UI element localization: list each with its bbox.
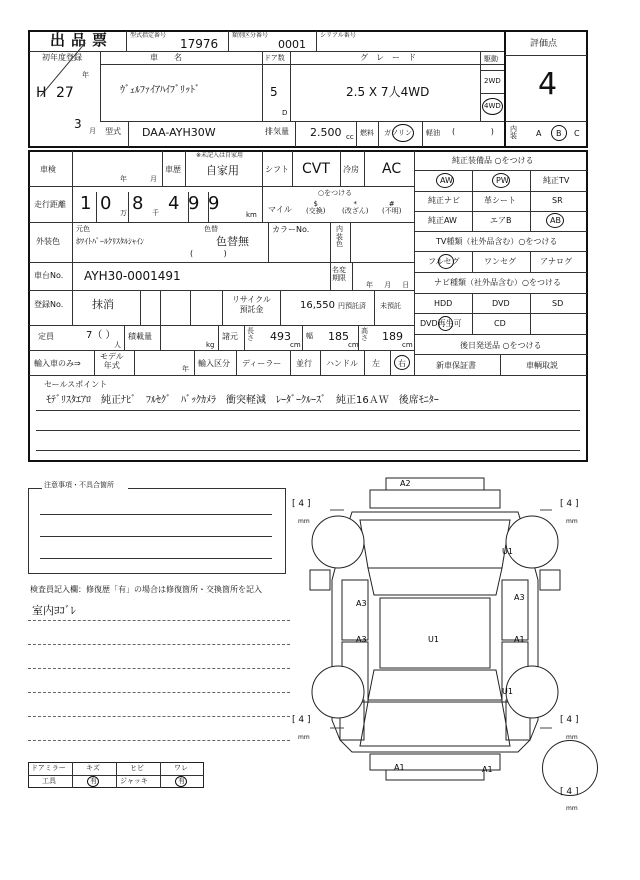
name-change-date: 年 月 日 xyxy=(366,281,410,289)
mileage-label: 走行距離 xyxy=(34,200,66,209)
inspection-month-unit: 月 xyxy=(150,175,157,183)
recycle-value: 16,550 xyxy=(300,300,335,311)
interior-b: B xyxy=(556,129,562,138)
docs-label: 後日発送品 ○をつける xyxy=(460,341,542,350)
broken-label: ワレ xyxy=(174,764,188,772)
int-color-label: 内 装 色 xyxy=(336,225,343,249)
eq-airbag: エアB xyxy=(490,216,512,225)
eq-aw2: 純正AW xyxy=(428,216,457,225)
dims-label: 諸元 xyxy=(222,332,238,341)
handle-left: 左 xyxy=(372,359,380,368)
navi-dvd: DVD xyxy=(492,299,510,308)
tread-unit: mm xyxy=(566,518,578,525)
tread-unit: mm xyxy=(298,518,310,525)
month-unit: 月 xyxy=(89,127,96,135)
width-label: 幅 xyxy=(306,332,313,340)
grade-label: グ レ ー ド xyxy=(360,53,416,62)
mileage-digit: 8 xyxy=(132,193,144,214)
person-unit: 人 xyxy=(114,341,121,349)
wheel-rear-right xyxy=(506,666,558,718)
serial-label: シリアル番号 xyxy=(320,32,356,39)
front-bumper xyxy=(370,490,500,508)
height-value: 189 xyxy=(382,330,403,343)
notes-box xyxy=(28,488,286,574)
handle-right-circle xyxy=(394,355,410,370)
eq-pw: PW xyxy=(496,176,509,185)
tread-front-right: [ 4 ] xyxy=(560,499,579,509)
fuel-gas: ガソリン xyxy=(384,129,412,137)
mileage-digit: 9 xyxy=(208,193,220,214)
wheel-front-right xyxy=(506,516,558,568)
registration-label: 登録No. xyxy=(34,300,64,309)
km-unit: km xyxy=(246,211,257,219)
color-code-label: カラーNo. xyxy=(272,225,310,234)
length-value: 493 xyxy=(270,330,291,343)
sheet-title: 出品票 xyxy=(50,31,114,49)
eq-pw-circle xyxy=(492,173,510,188)
year-unit: 年 xyxy=(82,71,89,79)
tread-unit: mm xyxy=(566,734,578,741)
type-no: 17976 xyxy=(180,37,219,51)
tread-unit: mm xyxy=(566,805,578,812)
mileage-sen-unit: 千 xyxy=(152,209,159,217)
handle-right: 右 xyxy=(398,359,406,368)
tools-has: 有 xyxy=(90,777,97,785)
parallel-label: 並行 xyxy=(296,359,312,368)
tread-unit: mm xyxy=(298,734,310,741)
name-change-label: 名変 期限 xyxy=(332,266,346,282)
tread-rear-right: [ 4 ] xyxy=(560,715,579,725)
mileage-digit: 1 xyxy=(80,193,92,214)
first-reg-label: 初年度登録 xyxy=(42,53,82,62)
doc-warranty: 新車保証書 xyxy=(436,361,476,370)
navi-dvd-play-circle xyxy=(438,316,453,331)
navi-sd: SD xyxy=(552,299,564,308)
equipment-label: 純正装備品 ○をつける xyxy=(452,156,534,165)
eq-tv: 純正TV xyxy=(543,176,570,185)
mileage-digits xyxy=(76,192,236,218)
code-u1-right: U1 xyxy=(502,547,513,556)
load-label: 積載量 xyxy=(128,332,152,341)
model-year-label: モデル 年式 xyxy=(100,352,124,370)
tread-value: 4 xyxy=(298,499,305,509)
code-u1-center: U1 xyxy=(428,635,439,644)
shift-label: シフト xyxy=(265,165,289,174)
model-value: DAA-AYH30W xyxy=(142,126,216,139)
type-no-label: 型式指定番号 xyxy=(130,32,167,39)
length-cm: cm xyxy=(290,341,301,349)
sales-points-text: ﾓﾃﾞﾘｽﾀｴｱﾛ 純正ﾅﾋﾞ ﾌﾙｾｸﾞ ﾊﾞｯｸｶﾒﾗ 衝突軽減 ﾚｰﾀﾞｰｸﾙｰｽﾞ 純正16ＡＷ 後席ﾓﾆﾀｰ xyxy=(46,395,439,406)
drive-4wd: 4WD xyxy=(484,102,501,110)
code-u1-right-front: U1 xyxy=(502,687,513,696)
doors-value: 5 xyxy=(270,85,278,99)
tools-label: 工具 xyxy=(42,777,56,785)
capacity-value-wrap: 7（ ） xyxy=(86,330,116,341)
width-cm: cm xyxy=(348,341,359,349)
scratch-label: キズ xyxy=(86,764,100,772)
chassis-value: AYH30-0001491 xyxy=(84,269,181,283)
width-value: 185 xyxy=(328,330,349,343)
tread-front-left: [ 4 ] xyxy=(292,499,311,509)
jack-has: 有 xyxy=(178,777,185,785)
ac-label: 冷房 xyxy=(343,165,359,174)
import-class-label: 輸入区分 xyxy=(198,359,230,368)
inspection-year-unit: 年 xyxy=(120,175,127,183)
reg-month: 3 xyxy=(74,117,82,131)
code-a1-bottom-right: A1 xyxy=(482,765,493,774)
tread-rear-left: [ 4 ] xyxy=(292,715,311,725)
code-a1-right-front: A1 xyxy=(514,635,525,644)
orig-color-label: 元色 xyxy=(76,225,90,233)
name-change-year: 年 xyxy=(366,281,373,289)
drive-label: 駆動 xyxy=(484,55,498,63)
doc-manual: 車輌取説 xyxy=(526,361,558,370)
code-a3-left-rear: A3 xyxy=(356,599,367,608)
tread-value: 4 xyxy=(566,499,573,509)
color-bracket: ( ) xyxy=(190,249,227,258)
eq-aw-circle xyxy=(436,173,454,188)
inspection-label: 車検 xyxy=(40,165,56,174)
handle-label: ハンドル xyxy=(326,359,358,368)
recycle-unpaid: 未預託 xyxy=(380,302,401,310)
name-change-month: 月 xyxy=(384,281,392,289)
color-label: 外装色 xyxy=(36,237,60,246)
door-suffix: D xyxy=(282,109,288,117)
drive-2wd: 2WD xyxy=(484,77,501,85)
usage-value: 自家用 xyxy=(206,164,239,177)
tread-spare: [ 4 ] xyxy=(560,787,579,797)
navi-dvd-play: DVD再生可 xyxy=(420,319,462,328)
score-value: 4 xyxy=(538,67,558,102)
interior-b-circle xyxy=(551,125,567,141)
wheel-front-left xyxy=(312,516,364,568)
capacity-value: 7 xyxy=(86,330,93,341)
mileage-digit: 9 xyxy=(188,193,200,214)
roof xyxy=(380,598,490,668)
recycle-paid: 円預託済 xyxy=(338,302,366,310)
import-only-label: 輸入車のみ⇒ xyxy=(34,359,81,368)
mileage-digit: 0 xyxy=(100,193,112,214)
dealer-label: ディーラー xyxy=(242,359,282,368)
spare-wheel xyxy=(542,740,598,796)
tv-oneseg: ワンセグ xyxy=(484,257,516,266)
color-value: ﾎﾜｲﾄﾊﾟｰﾙｸﾘｽﾀﾙｼｬｲﾝ xyxy=(76,237,144,246)
door-mirror-label: ドアミラー xyxy=(31,764,66,772)
navi-cd: CD xyxy=(494,319,506,328)
height-label: 高さ xyxy=(361,327,368,342)
eq-ab-circle xyxy=(546,213,564,228)
mile-label: マイル xyxy=(268,205,292,214)
mileage-man-unit: 万 xyxy=(120,209,127,217)
registration-value: 抹消 xyxy=(92,298,114,311)
eq-aw: AW xyxy=(440,176,453,185)
tools-has-circle xyxy=(87,776,99,787)
jack-has-circle xyxy=(175,776,187,787)
chassis-label: 車台No. xyxy=(34,271,64,280)
tread-value: 4 xyxy=(298,715,305,725)
displacement-value: 2.500 xyxy=(310,126,342,139)
reg-year: 27 xyxy=(56,85,74,101)
load-kg-unit: kg xyxy=(206,341,215,349)
eq-leather: 革シート xyxy=(484,196,516,205)
tv-type-label: TV種類（社外品含む）○をつける xyxy=(436,237,558,246)
jack-label: ジャッキ xyxy=(120,777,148,785)
cc-unit: cc xyxy=(346,133,354,141)
crack-label: ヒビ xyxy=(130,764,144,772)
mileage-digit: 4 xyxy=(168,193,180,214)
fuel-diesel: 軽油 xyxy=(426,129,440,137)
interior-label: 内装 xyxy=(510,125,517,140)
fuel-other-bracket: ( ) xyxy=(452,127,494,136)
score-label: 評価点 xyxy=(530,39,558,49)
interior-a: A xyxy=(536,129,542,138)
color-changed-value: 色替無 xyxy=(216,235,249,248)
code-a3-right-rear: A3 xyxy=(514,593,525,602)
shift-value: CVT xyxy=(302,161,330,177)
navi-hdd: HDD xyxy=(434,299,453,308)
recycle-label: リサイクル 預託金 xyxy=(232,295,271,314)
navi-type-label: ナビ種類（社外品含む）○をつける xyxy=(434,278,561,287)
interior-c: C xyxy=(574,129,580,138)
reg-era: H xyxy=(36,85,47,101)
notes-label: 注意事項・不具合箇所 xyxy=(44,481,114,489)
mile-tampered: * (改ざん) xyxy=(342,200,369,215)
mile-circle-note: ○をつける xyxy=(318,189,353,197)
fuel-label: 燃料 xyxy=(360,129,374,137)
grade-value: 2.5 X 7人4WD xyxy=(346,85,430,99)
inspector-label: 検査員記入欄：修復歴「有」の場合は修復箇所・交換箇所を記入 xyxy=(30,585,262,594)
tv-fullseg: フルセグ xyxy=(428,257,460,266)
height-cm: cm xyxy=(402,341,413,349)
displacement-label: 排気量 xyxy=(265,127,289,136)
code-a2: A2 xyxy=(400,479,411,488)
tv-analog: アナログ xyxy=(540,257,572,266)
eq-ab: AB xyxy=(550,216,561,225)
model-year-unit: 年 xyxy=(182,365,189,373)
ac-value: AC xyxy=(382,161,402,177)
mile-exchange: $ (交換) xyxy=(306,200,326,215)
wheel-rear-left xyxy=(312,666,364,718)
car-name-value: ｳﾞｪﾙﾌｧｲｱﾊｲﾌﾞﾘｯﾄﾞ xyxy=(120,85,200,96)
tread-value: 4 xyxy=(566,715,573,725)
capacity-label: 定員 xyxy=(38,332,54,341)
tv-fullseg-circle xyxy=(438,254,454,269)
mile-unknown: # (不明) xyxy=(382,200,402,215)
drive-4wd-circle xyxy=(482,98,503,115)
code-a3-left-front: A3 xyxy=(356,635,367,644)
tread-value: 4 xyxy=(566,787,573,797)
eq-navi: 純正ナビ xyxy=(428,196,460,205)
fuel-gas-circle xyxy=(392,124,414,142)
code-a1-bottom-left: A1 xyxy=(394,763,405,772)
sales-points-label: セールスポイント xyxy=(44,380,108,389)
rear-bumper xyxy=(370,754,500,770)
class-no: 0001 xyxy=(278,38,306,51)
eq-sr: SR xyxy=(552,196,563,205)
usage-note: ※未記入は自家用 xyxy=(196,152,244,159)
length-label: 長さ xyxy=(247,327,254,342)
model-label: 型式 xyxy=(105,127,121,136)
color-change-label: 色替 xyxy=(204,225,218,233)
car-name-label: 車 名 xyxy=(150,53,182,62)
inspector-note: 室内ﾖｺﾞﾚ xyxy=(32,604,76,617)
class-no-label: 類別区分番号 xyxy=(232,32,269,39)
usage-label: 車歴 xyxy=(165,165,181,174)
doors-label: ドア数 xyxy=(264,54,285,62)
